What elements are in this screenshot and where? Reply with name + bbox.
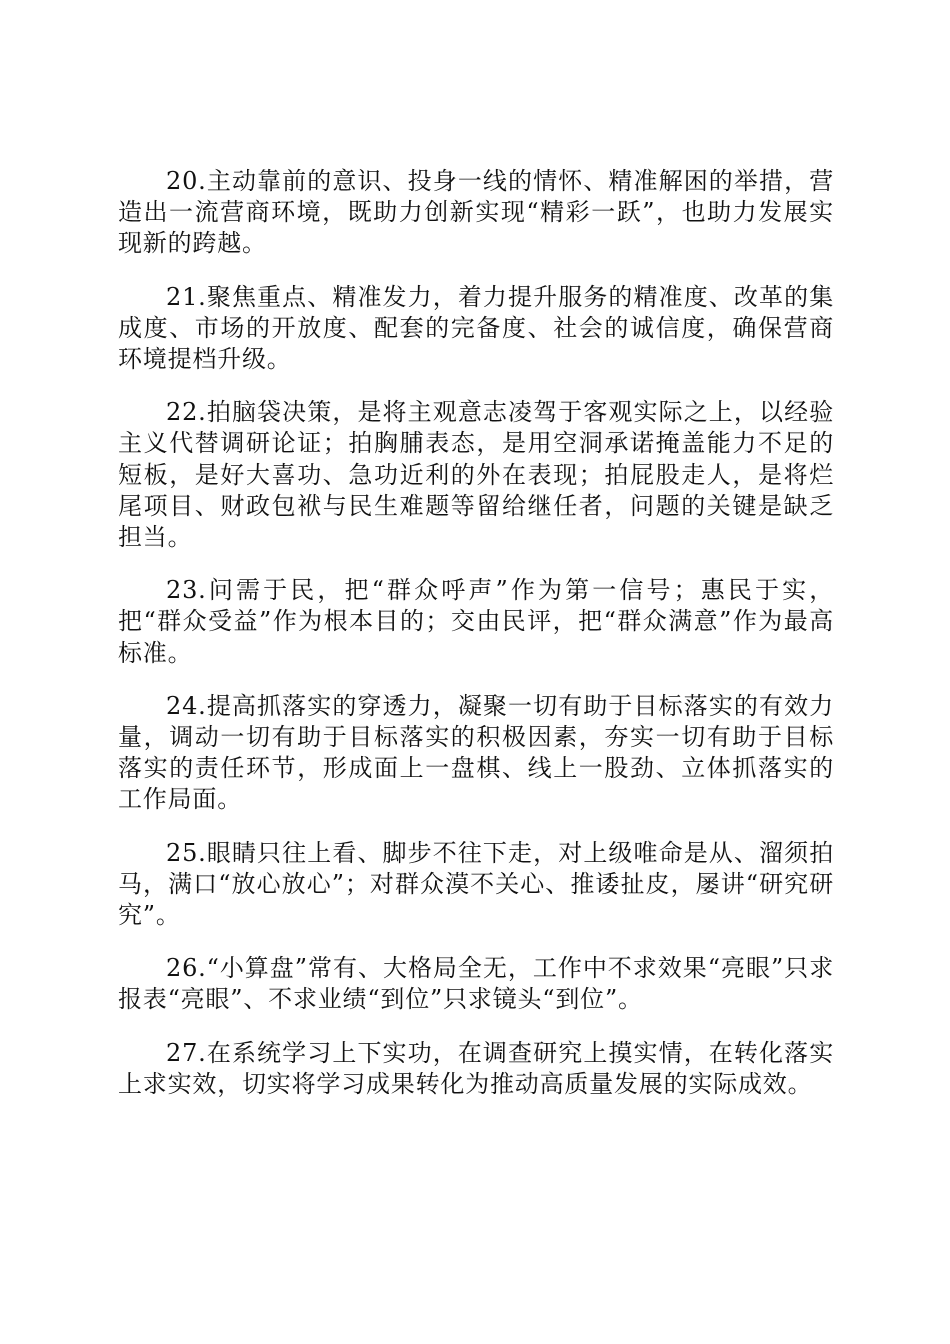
paragraph-20: 20.主动靠前的意识、投身一线的情怀、精准解困的举措，营造出一流营商环境，既助力创新实现“精彩一跃”，也助力发展实现新的跨越。 <box>118 167 834 258</box>
paragraph-22: 22.拍脑袋决策，是将主观意志凌驾于客观实际之上，以经验主义代替调研论证；拍胸脯表态，是用空洞承诺掩盖能力不足的短板，是好大喜功、急功近利的外在表现；拍屁股走人，是将烂尾项目、财政包袱与民生难题等留给继任者，问题的关键是缺乏担当。 <box>118 398 834 552</box>
paragraph-23: 23.问需于民，把“群众呼声”作为第一信号；惠民于实，把“群众受益”作为根本目的；交由民评，把“群众满意”作为最高标准。 <box>118 576 834 667</box>
document-body <box>118 166 834 1122</box>
paragraph-27: 27.在系统学习上下实功，在调查研究上摸实情，在转化落实上求实效，切实将学习成果转化为推动高质量发展的实际成效。 <box>118 1038 834 1098</box>
paragraph-25: 25.眼睛只往上看、脚步不往下走，对上级唯命是从、溜须拍马，满口“放心放心”；对群众漠不关心、推诿扯皮，屡讲“研究研究”。 <box>118 838 834 930</box>
paragraph-21: 21.聚焦重点、精准发力，着力提升服务的精准度、改革的集成度、市场的开放度、配套的完备度、社会的诚信度，确保营商环境提档升级。 <box>118 282 834 374</box>
paragraph-24: 24.提高抓落实的穿透力，凝聚一切有助于目标落实的有效力量，调动一切有助于目标落实的积极因素，夯实一切有助于目标落实的责任环节，形成面上一盘棋、线上一股劲、立体抓落实的工作局面。 <box>118 691 834 814</box>
paragraph-26: 26.“小算盘”常有、大格局全无，工作中不求效果“亮眼”只求报表“亮眼”、不求业绩“到位”只求镜头“到位”。 <box>118 954 834 1014</box>
